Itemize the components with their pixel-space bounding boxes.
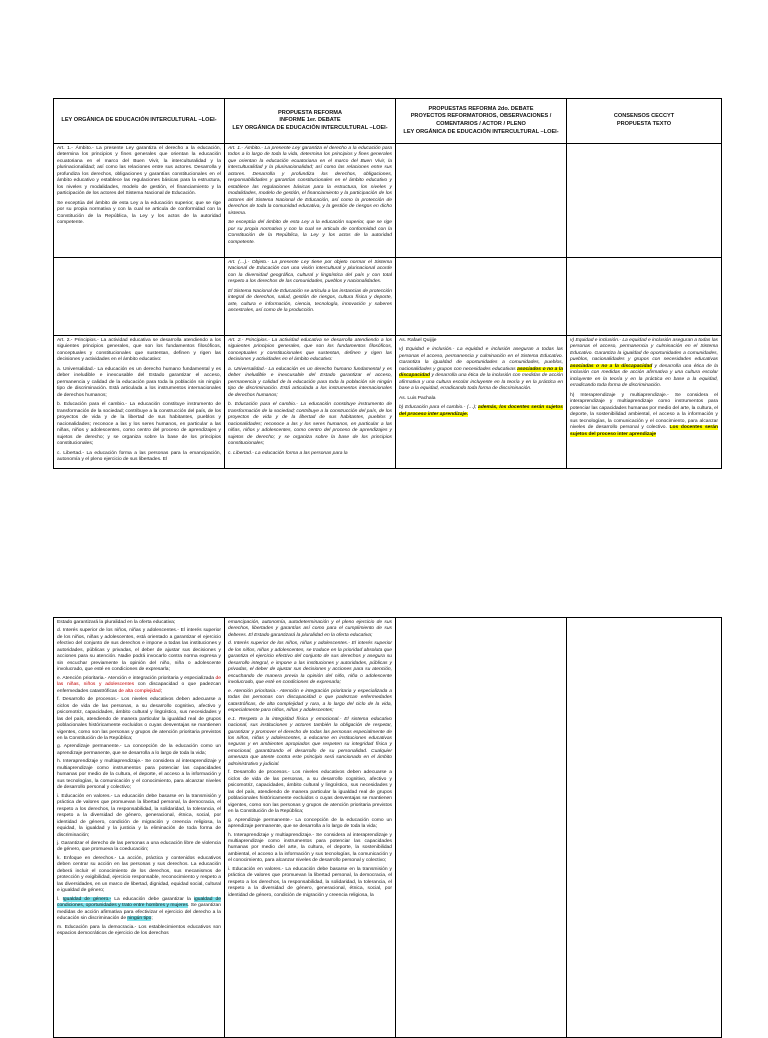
highlighted-text: además, los docentes serán sujetos del proceso inter aprendizaje. <box>399 405 563 417</box>
cell-second-debate-art-1 <box>396 144 567 258</box>
paragraph <box>399 405 563 418</box>
paragraph <box>570 338 718 390</box>
cell-consensus-art-2 <box>567 336 722 469</box>
highlighted-text: igualdad de condiciones, oportunidades y trato entre hombres y mujeres <box>57 896 221 909</box>
header-text: PROYECTOS REFORMATORIOS, OBSERVACIONES / <box>410 113 552 120</box>
author-name: As. Luis Pachala <box>399 395 436 401</box>
paragraph: j. Garantizar el derecho de las personas a una educación libre de violencia de género, que promueva la coeducación; <box>57 841 221 853</box>
table-row-art-objeto <box>54 258 722 336</box>
table-row-art-2-continued <box>54 618 722 1038</box>
cell-law-objeto <box>54 258 225 336</box>
comparison-table-page-1 <box>53 98 722 469</box>
paragraph: h. Interaprendizaje y multiaprendizaje.- Se considera al interaprendizaje y multiaprendizaje como instrumentos para potenciar las capacidades humanas por medio del arte, la cultura, el deporte, la sostenibilidad ambiental, el acceso a la información y sus tecnologías, la comunicación y el conocimiento, para alcanzar niveles de desarrollo personal y colectivo; <box>228 832 392 864</box>
cell-reform-art-2 <box>225 336 396 469</box>
paragraph: emancipación, autonomía, autodeterminación y el pleno ejercicio de sus derechos, libertades y garantías así como para el cumplimiento de sus deberes. El Estado garantizará la pluralidad en la oferta educativa; <box>228 620 392 638</box>
paragraph: Se exceptúa del ámbito de esta Ley a la educación superior, que se rige por su propia normativa y con la cual se articula de conformidad con la Constitución de la República, la Ley y los actos de la autoridad competente. <box>228 220 392 245</box>
table-row-art-1 <box>54 144 722 258</box>
paragraph: f. Desarrollo de procesos.- Los niveles educativos deben adecuarse a ciclos de vida de las personas, a su desarrollo cognitivo, afectivo y psicomotriz, capacidades, ámbito cultural y lingüístico, sus necesidades y las del país, atendiendo de manera particular la igualdad real de grupos poblacionales históricamente excluidos o cuyas desventajas se mantienen vigentes, como son las personas y grupos de atención prioritaria previstos en la Constitución de la República; <box>228 770 392 815</box>
paragraph: g. Aprendizaje permanente.- La concepción de la educación como un aprendizaje permanente, que se desarrolla a lo largo de toda la vida; <box>57 744 221 756</box>
text-run: v) Equidad e inclusión.- La equidad e inclusión aseguran a todas las personas el acceso, permanencia y culminación en el Sistema Educativo. Garantiza la igualdad de oportunidades a comunidades, pueblos, nacionalidades y grupos con necesidades educativas <box>570 338 718 363</box>
author-name: As. Rafael Quijije <box>399 338 437 343</box>
highlighted-text: Igualdad de género.- <box>62 896 112 902</box>
paragraph: b. Educación para el cambio.- La educación constituye instrumento de transformación de la sociedad; contribuye a la construcción del país, de los proyectos de vida y de la libertad de sus habitantes, pueblos y nacionalidades; reconoce a las y los seres humanos, en particular a las niñas, niños y adolescentes, como centro del proceso de aprendizajes y sujetos de derecho; y se organiza sobre la base de los principios constitucionales; <box>228 402 392 447</box>
cell-second-debate-objeto <box>396 258 567 336</box>
header-text: INFORME 1er. DEBATE <box>279 117 341 124</box>
cell-consensus-art-1 <box>567 144 722 258</box>
paragraph: Art. 1.- Ámbito.- La presente Ley garantiza el derecho a la educación para todos a lo largo de toda la vida, determina los principios y fines generales que orientan la educación ecuatoriana en el marco del Buen Vivir, la interculturalidad y la plurinacionalidad; así como las relaciones entre sus actores. Desarrolla y profundiza los derechos, obligaciones, responsabilidades y garantías constitucionales en el ámbito educativo y establece las regulaciones básicas para la estructura, los niveles y modalidades, modelo de gestión, el financiamiento y la participación de los actores del Sistema Nacional de Educación, así como la protección de derechos de toda la comunidad educativa, y la gestión de riesgos en dicho sistema. <box>228 146 392 216</box>
paragraph: i. Educación en valores.- La educación debe basarse en la transmisión y práctica de valores que promuevan la libertad personal, la democracia, el respeto a los derechos, la responsabilidad, la solidaridad, la tolerancia, el respeto a la diversidad de género, generacional, étnica, social, por identidad de género, condición de migración y creencia religiosa, la equidad, la igualdad y la justicia y la eliminación de toda forma de discriminación; <box>57 793 221 838</box>
text-run: ; <box>151 916 153 922</box>
paragraph: b. Educación para el cambio.- La educación constituye instrumento de transformación de la sociedad; contribuye a la construcción del país, de los proyectos de vida y de la libertad de sus habitantes, pueblos y nacionalidades; reconoce a las y los seres humanos, en particular a las niñas, niños y adolescentes, como centro del proceso de aprendizajes y sujetos de derecho; y se organiza sobre la base de los principios constitucionales; <box>57 402 221 447</box>
table-row-art-2 <box>54 336 722 469</box>
paragraph: c. Libertad.- La educación forma a las personas para la emancipación, autonomía y el pleno ejercicio de sus libertades. El <box>57 450 221 462</box>
paragraph: Estado garantizará la pluralidad en la oferta educativa; <box>57 620 176 625</box>
paragraph: f. Desarrollo de procesos.- Los niveles educativos deben adecuarse a ciclos de vida de las personas, a su desarrollo cognitivo, afectivo y psicomotriz, capacidades, ámbito cultural y lingüístico, sus necesidades y las del país, atendiendo de manera particular la igualdad real de grupos poblacionales históricamente excluidos o cuyas desventajas se mantienen vigentes, como son las personas y grupos de atención prioritaria previstos en la Constitución de la República; <box>57 697 221 741</box>
cell-second-debate-art-2-cont <box>396 618 567 1038</box>
highlighted-text: Los docentes serán sujetos del proceso inter aprendizaje <box>570 425 718 437</box>
text-run: con discapacidad o que padezcan enfermedades catastróficas <box>57 682 221 694</box>
text-run: h) Interaprendizaje y multiaprendizaje.- Se considera el interaprendizaje y multiaprendizaje como instrumentos para potenciar las capacidades humanas por medio del arte, la cultura, el deporte, la sostenibilidad ambiental, el acceso a la información y sus tecnologías, la comunicación y el conocimiento, para alcanzar niveles de desarrollo personal y colectivo. <box>570 392 718 431</box>
paragraph: Art. 2.- Principios.- La actividad educativa se desarrolla atendiendo a los siguientes principios generales, que son los fundamentos filosóficos, conceptuales y constitucionales que sustentan, definen y rigen las decisiones y actividades en el ámbito educativo: <box>57 338 221 363</box>
comparison-table-page-2 <box>53 617 722 1038</box>
text-run: . Se garantizan medidas de acción afirmativa para efectivizar el ejercicio del derecho a la educación sin discriminación de <box>57 903 221 922</box>
header-col-second-debate <box>396 99 567 144</box>
paragraph: k. Enfoque en derechos.- La acción, práctica y contenidos educativos deben centrar su acción en las personas y sus derechos. La educación deberá incluir el conocimiento de los derechos, sus mecanismos de protección y exigibilidad, ejercicio responsable, reconocimiento y respeto a las diversidades, en un marco de libertad, dignidad, equidad social, cultural e igualdad de género; <box>57 855 221 894</box>
text-run: y desarrolla una ética de la inclusión con medidas de acción afirmativa y una cultura escolar incluyente en la teoría y en la práctica en base a la equidad, erradicando toda forma de discriminación. <box>399 373 563 392</box>
cell-reform-art-1 <box>225 144 396 258</box>
header-col-law <box>54 99 225 144</box>
header-col-consensus <box>567 99 722 144</box>
header-text: PROPUESTA TEXTO <box>616 121 672 127</box>
cell-consensus-objeto <box>567 258 722 336</box>
paragraph: Se exceptúa del ámbito de esta Ley a la educación superior, que se rige por su propia normativa y con la cual se articula de conformidad con la Constitución de la República, la Ley y los actos de la autoridad competente. <box>57 200 221 226</box>
paragraph <box>570 393 718 438</box>
paragraph: Art. (…).- Objeto.- La presente Ley tiene por objeto normar el Sistema Nacional de Educación con una visión intercultural y plurinacional acorde con la diversidad geográfica, cultural y lingüística del país y con total respeto a los derechos de las comunidades, pueblos y nacionalidades. <box>228 260 392 285</box>
text-run: y desarrolla una ética de la inclusión con medidas de acción afirmativa y una cultura escolar incluyente en la teoría y en la práctica en base a la equidad, erradicando toda forma de discriminación. <box>570 363 719 389</box>
paragraph: e.1. Respeto a la integridad física y emocional.- El sistema educativo nacional, sus instituciones y actores también la obligación de respetar, garantizar y promover el derecho de todas las personas especialmente de los niños, niñas y adolescentes, a educarse en instituciones educativas seguras y en ambientes apropiados que respeten su integridad física y emocional, garantizando el desarrollo de su personalidad. Cualquier amenaza que atente contra este principio será sancionado en el ámbito administrativo y judicial. <box>228 716 392 767</box>
text-run: La educación debe garantizar la <box>111 896 194 902</box>
header-text: PROPUESTA REFORMA <box>277 109 343 116</box>
red-text: de las niñas, niños y adolescentes <box>57 675 221 688</box>
paragraph <box>57 897 221 923</box>
cell-law-art-2-cont <box>54 618 225 1038</box>
header-text: LEY ORGÁNICA DE EDUCACIÓN INTERCULTURAL –LOEI- <box>232 124 388 131</box>
table-header-row <box>54 99 722 144</box>
paragraph: e. Atención prioritaria.- Atención e integración prioritaria y especializada a todas las personas con discapacidad o que padezcan enfermedades catastróficas, de alta complejidad y rara, a lo largo del ciclo de la vida, especialmente para niños, niñas y adolescentes; <box>228 688 392 714</box>
highlighted-text: asociadas o no a la discapacidad <box>570 363 653 369</box>
highlighted-text: ningún tipo <box>127 916 152 922</box>
paragraph: h. Interaprendizaje y multiaprendizaje.- Se considera al interaprendizaje y multiaprendizaje como instrumentos para potenciar las capacidades humanas por medio de la cultura, el deporte, el acceso a la información y sus tecnologías, la comunicación y el conocimiento, para alcanzar niveles de desarrollo personal y colectivo; <box>57 759 221 791</box>
text-run: e. Atención prioritaria.- Atención e integración prioritaria y especializada <box>57 675 216 681</box>
cell-reform-objeto <box>225 258 396 336</box>
paragraph: Art. 1.- Ámbito.- La presente Ley garantiza el derecho a la educación, determina los principios y fines generales que orientan la educación ecuatoriana en el marco del Buen Vivir, la interculturalidad y la plurinacionalidad; así como las relaciones entre sus actores. Desarrolla y profundiza los derechos, obligaciones y garantías constitucionales en el ámbito educativo y establece las regulaciones básicas para la estructura, los niveles y modalidades, modelo de gestión, el financiamiento y la participación de los actores del Sistema Nacional de Educación. <box>57 146 221 197</box>
paragraph <box>57 676 221 695</box>
paragraph: g. Aprendizaje permanente.- La concepción de la educación como un aprendizaje permanente, que se desarrolla a lo largo de toda la vida; <box>228 817 392 830</box>
paragraph: m. Educación para la democracia.- Los establecimientos educativos son espacios democráticos de ejercicio de los derechos <box>57 924 221 937</box>
text-run: b) Educación para el cambio.- (…); <box>399 405 479 411</box>
cell-reform-art-2-cont <box>225 618 396 1038</box>
paragraph: d. Interés superior de los niños, niñas y adolescentes.- El interés superior de los niños, niñas y adolescentes, se traduce en la prioridad absoluta que garantiza el ejercicio efectivo del conjunto de sus derechos y asegura su desarrollo integral, e impone a las instituciones y autoridades, públicas y privadas, el deber de ajustar sus decisiones y acciones para su atención, escuchando de manera previa la opinión del niño, niña o adolescente involucrado, que esté en condiciones de expresarla; <box>228 641 392 686</box>
paragraph: Art. 2.- Principios.- La actividad educativa se desarrolla atendiendo a los siguientes principios generales, que son los fundamentos filosóficos, conceptuales y constitucionales que sustentan, definen y rigen las decisiones y actividades en el ámbito educativo: <box>228 338 392 363</box>
text-run: l. <box>57 896 63 902</box>
paragraph: El Sistema Nacional de Educación se articula a las instancias de protección integral de derechos, salud, gestión de riesgos, cultura física y deporte, arte, cultura e información, ciencia, tecnología, innovación y saberes ancestrales, así como de la producción. <box>228 288 392 314</box>
cell-consensus-art-2-cont <box>567 618 722 1038</box>
text-run: ; <box>160 688 162 694</box>
paragraph: d. Interés superior de los niños, niñas y adolescentes.- El interés superior de los niños, niñas y adolescentes, está orientado a garantizar el ejercicio efectivo del conjunto de sus derechos e impone a todas las instituciones y autoridades, públicas y privadas, el deber de ajustar sus decisiones y acciones para su atención. Nadie podrá invocarlo contra norma expresa y sin escuchar previamente la opinión del niño, niña o adolescente involucrado, que esté en condiciones de expresarla; <box>57 628 221 673</box>
header-text: LEY ORGÁNICA DE EDUCACIÓN INTERCULTURAL –LOEI- <box>403 128 559 135</box>
paragraph: c. Libertad.- La educación forma a las personas para la <box>228 450 348 456</box>
paragraph: a. Universalidad.- La educación es un derecho humano fundamental y es deber ineludible e inexcusable del Estado garantizar el acceso, permanencia y calidad de la educación para toda la población sin ningún tipo de discriminación. Está articulada a los instrumentos internacionales de derechos humanos; <box>228 366 392 398</box>
header-text: CONSENSOS CECCYT <box>613 113 675 120</box>
paragraph: i. Educación en valores.- La educación debe basarse en la transmisión y práctica de valores que promuevan la libertad personal, la democracia, el respeto a los derechos, la responsabilidad, la solidaridad, la tolerancia, el respeto a la diversidad de género, generacional, étnica, social, por identidad de género, condición de migración y creencia religiosa, la <box>228 866 392 898</box>
paragraph <box>399 347 563 392</box>
header-col-law-text: LEY ORGÁNICA DE EDUCACIÓN INTERCULTURAL –LOEI- <box>61 117 217 124</box>
red-text: de alta complejidad <box>118 688 161 694</box>
header-text: PROPUESTAS REFORMA 2do. DEBATE <box>428 105 534 112</box>
cell-law-art-1 <box>54 144 225 258</box>
cell-law-art-2 <box>54 336 225 469</box>
highlighted-text: asociados o no a la discapacidad <box>399 366 563 379</box>
header-col-first-debate <box>225 99 396 144</box>
text-run: v) Equidad e inclusión.- La equidad e inclusión aseguran a todas las personas el acceso, permanencia y culminación en el Sistema Educativo. Garantiza la igualdad de oportunidades a comunidades, pueblos, nacionalidades y grupos con necesidades educativas <box>399 347 563 372</box>
paragraph: a. Universalidad.- La educación es un derecho humano fundamental y es deber ineludible e inexcusable del Estado garantizar el acceso, permanencia y calidad de la educación para toda la población sin ningún tipo de discriminación. Está articulada a los instrumentos internacionales de derechos humanos; <box>57 366 221 398</box>
cell-second-debate-art-2 <box>396 336 567 469</box>
header-text: COMENTARIOS / ACTOR / PLENO <box>436 121 526 127</box>
